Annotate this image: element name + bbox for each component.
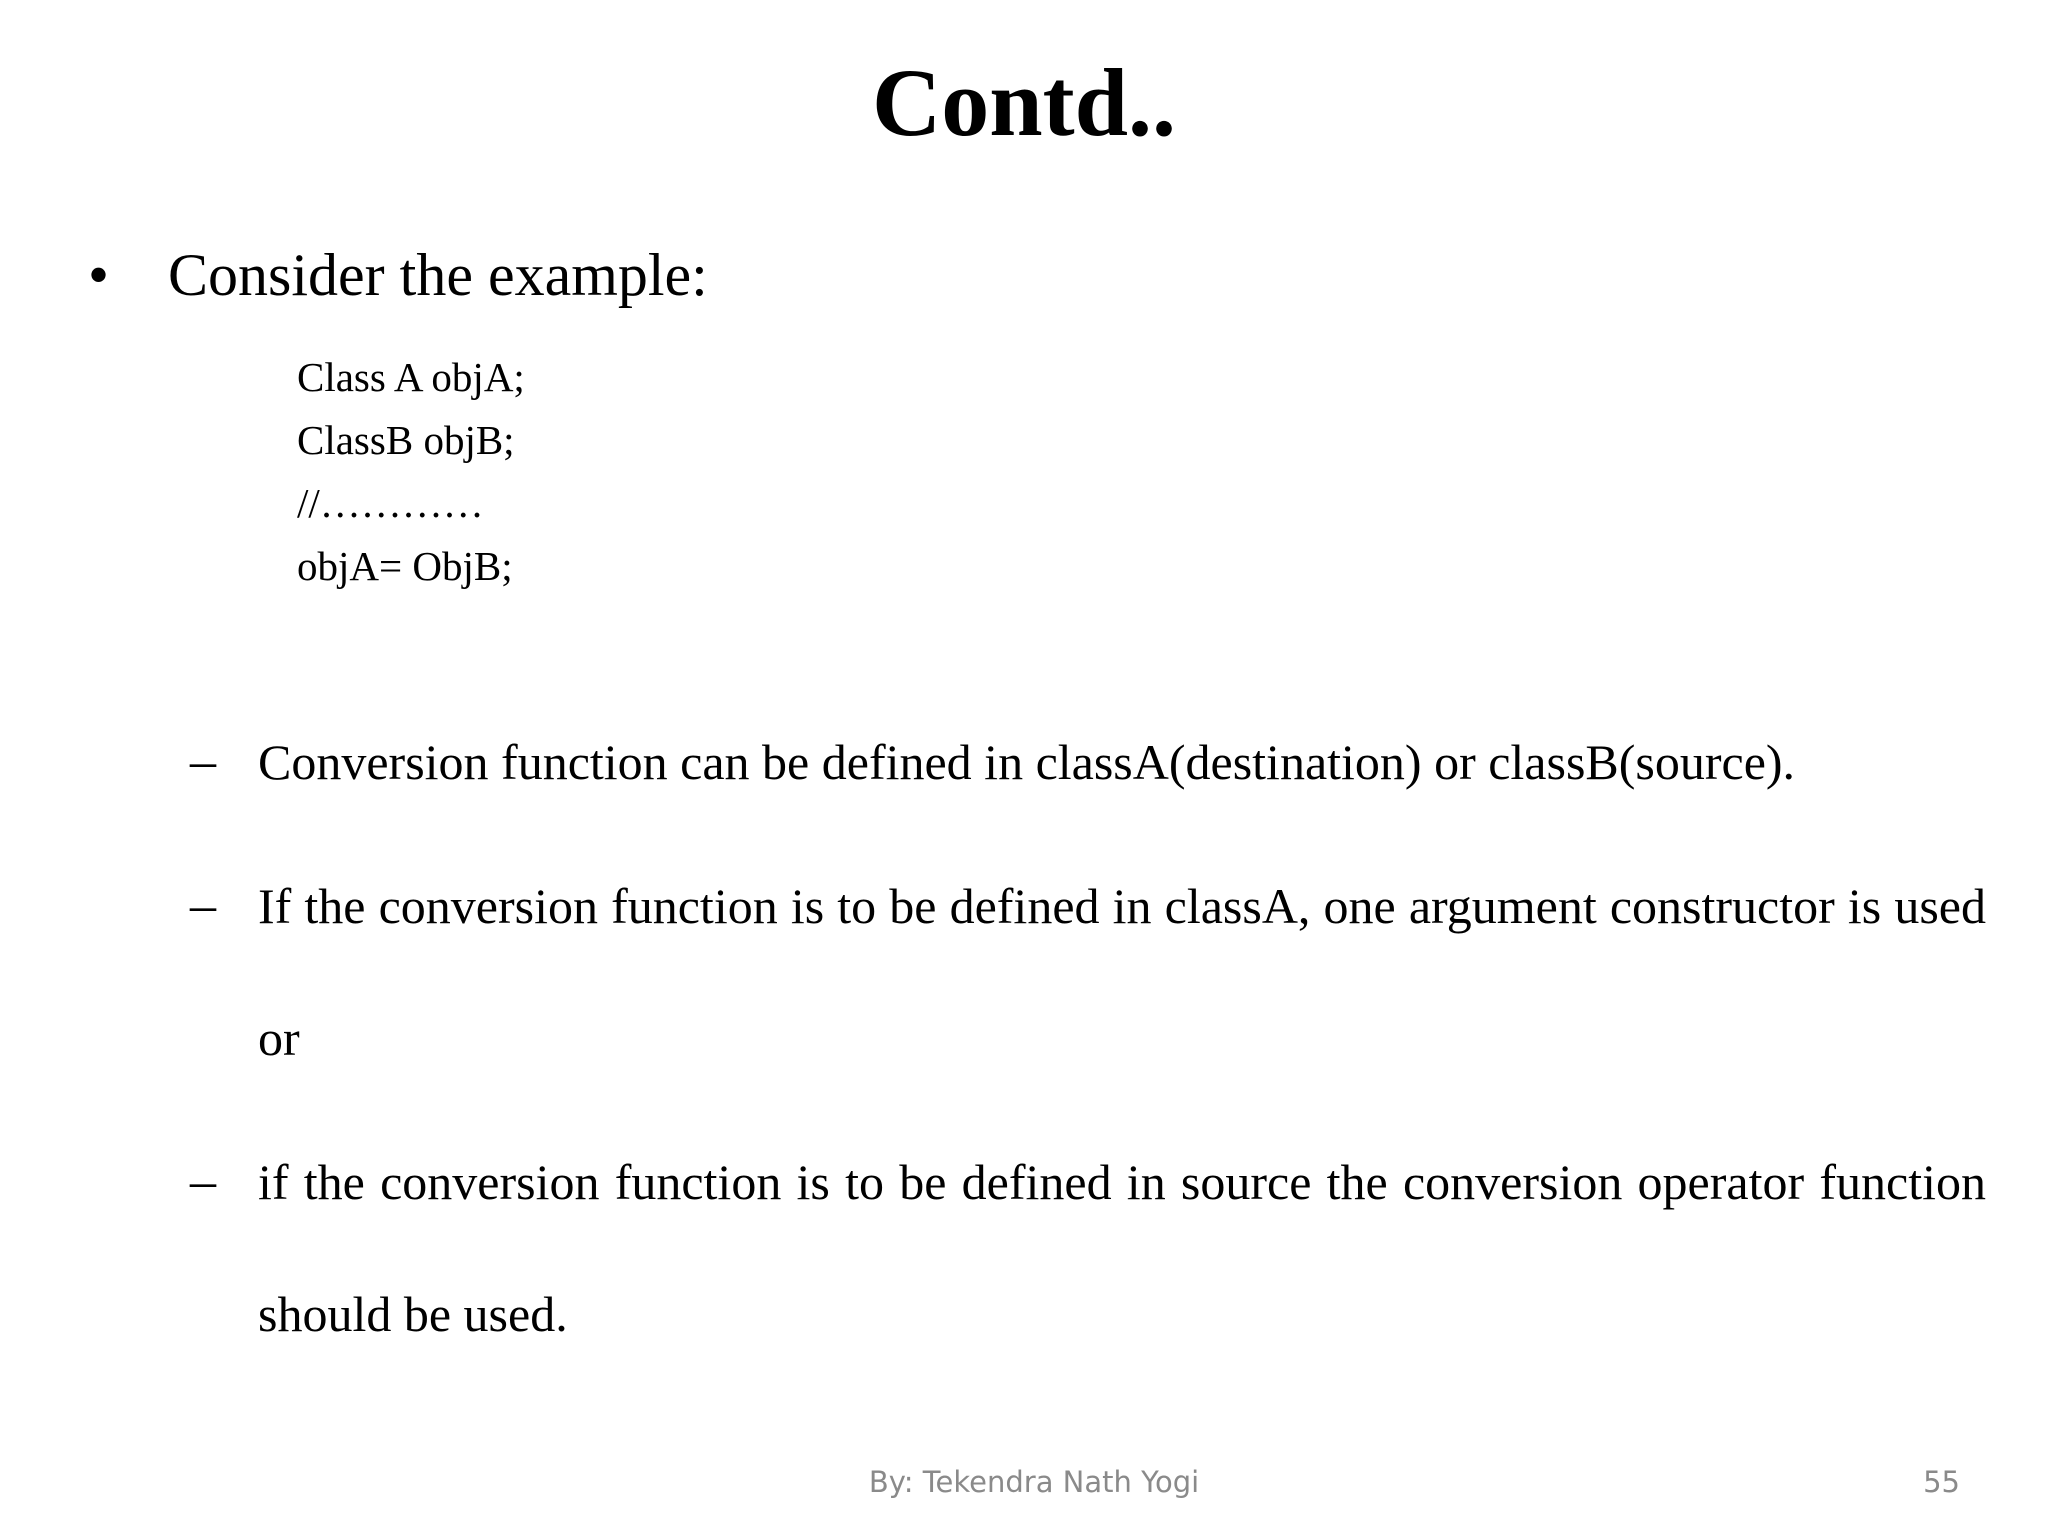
code-example — [297, 346, 525, 598]
slide-title: Contd.. — [871, 49, 1177, 156]
sub-item-text: if the conversion function is to be defined in source the conversion operator function should be used. — [258, 1154, 1986, 1342]
footer-author: By: Tekendra Nath Yogi — [868, 1465, 1200, 1499]
bullet-text: Consider the example: — [168, 242, 708, 308]
code-line: objA= ObjB; — [297, 543, 513, 589]
page-number: 55 — [1923, 1465, 1960, 1499]
sub-item-text: If the conversion function is to be defined in classA, one argument constructor is used or — [258, 878, 1986, 1066]
sub-item-text: Conversion function can be defined in classA(destination) or classB(source). — [258, 734, 1796, 790]
code-line: ClassB objB; — [297, 417, 515, 463]
sub-item-dash: – — [190, 877, 216, 934]
sub-item-dash: – — [190, 1153, 216, 1210]
sub-item-dash: – — [190, 733, 216, 790]
code-line: Class A objA; — [297, 354, 525, 400]
code-line: //………… — [297, 480, 484, 526]
bullet-marker: • — [88, 242, 110, 308]
